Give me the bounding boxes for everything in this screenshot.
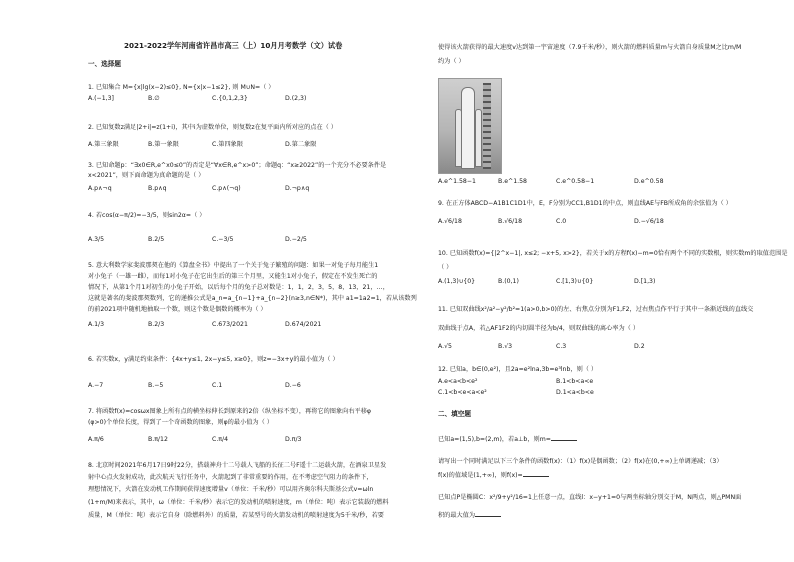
q11-option-a: A.√5 bbox=[438, 343, 452, 350]
q12-option-c: C.1<b<e<a<e² bbox=[438, 389, 487, 396]
q1-option-b: B.∅ bbox=[148, 95, 160, 102]
q8-continued-line2: 约为（ ） bbox=[438, 58, 465, 65]
q9-option-a: A.√6/18 bbox=[438, 218, 462, 225]
q7-stem-line2: (φ>0)个单位长度，得到了一个奇函数的图象，则φ的最小值为（ ） bbox=[88, 419, 273, 426]
q14-text: f(x)的值域是(1,+∞)，则f(x)= bbox=[438, 472, 523, 479]
q3-stem-line2: x<2021”，则下面命题为真命题的是（ ） bbox=[88, 172, 205, 179]
q5-option-c: C.673/2021 bbox=[212, 321, 248, 328]
q2-option-b: B.第一象限 bbox=[148, 141, 179, 148]
q9-option-c: C.0 bbox=[556, 218, 567, 225]
q6-option-c: C.1 bbox=[212, 382, 223, 389]
q3-option-b: B.p∧q bbox=[148, 185, 167, 192]
q9-option-d: D.−√6/18 bbox=[634, 218, 664, 225]
q15-text: 积的最大值为 bbox=[438, 512, 476, 519]
q1-option-d: D.(2,3) bbox=[285, 95, 307, 102]
q5-stem-line4: 这就是著名的斐波那契数列，它的递推公式是a_n=a_{n−1}+a_{n−2}(n≥3,n∈N*)，其中 a1=1a2=1，若从该数列 bbox=[88, 295, 417, 302]
q2-option-d: D.第二象限 bbox=[285, 141, 317, 148]
section-choice-heading: 一、选择题 bbox=[88, 60, 121, 68]
q12-option-b: B.1<b<a<e bbox=[556, 378, 594, 385]
q3-option-a: A.p∧¬q bbox=[88, 185, 112, 192]
q9-stem: 9. 在正方体ABCD−A1B1C1D1中，E，F分别为CC1,B1D1的中点，则直线AE与FB所成角的余弦值为（ ） bbox=[438, 200, 732, 207]
q1-option-a: A.(−1,3] bbox=[88, 95, 114, 102]
q5-stem-line2: 对小兔子（一雄一雌），而每1对小兔子在它出生后的第三个月里，又能生1对小兔子，假定在不发生死亡的 bbox=[88, 273, 378, 280]
q11-option-d: D.2 bbox=[634, 343, 645, 350]
q6-stem: 6. 若实数x，y满足约束条件：{4x+y≤1, 2x−y≤5, x≥0}，则z=−3x+y的最小值为（ ） bbox=[88, 356, 339, 363]
q6-option-b: B.−5 bbox=[148, 382, 164, 389]
q10-option-b: B.(0,1) bbox=[498, 278, 519, 285]
q11-stem-line1: 11. 已知双曲线x²/a²−y²/b²=1(a>0,b>0)的左、右焦点分别为F1,F2，过右焦点作平行于其中一条渐近线的直线交 bbox=[438, 306, 754, 313]
q2-stem: 2. 已知复数z满足|2+i|=z(1+i)，其中i为虚数单位，则复数z在复平面内所对应的点在（ ） bbox=[88, 124, 337, 131]
q8-stem-line4: (1+m/M)来表示，其中，ω（单位：千米/秒）表示它的发动机的喷射速度，m（单位：吨）表示它装载的燃料 bbox=[88, 499, 389, 506]
q8-stem-line3: 理想情况下，火箭在发动机工作期间获得速度增量v（单位：千米/秒）可以用齐奥尔科夫斯基公式v=ωln bbox=[88, 486, 374, 493]
q7-option-c: C.π/4 bbox=[212, 436, 229, 443]
q12-option-d: D.1<a<b<e bbox=[556, 389, 594, 396]
q8-option-d: D.e^0.58 bbox=[634, 178, 664, 185]
q10-option-d: D.[1,3) bbox=[634, 278, 656, 285]
q4-option-b: B.2/5 bbox=[148, 236, 165, 243]
q13-text: 已知a=(1,5),b=(2,m)，若a⊥b，则m= bbox=[438, 436, 551, 443]
q10-stem-line2: （ ） bbox=[438, 264, 453, 271]
q6-option-a: A.−7 bbox=[88, 382, 104, 389]
q8-option-c: C.e^0.58−1 bbox=[556, 178, 595, 185]
q14-stem-line2 bbox=[438, 470, 549, 480]
q8-continued-line1: 使得该火箭获得的最大速度v达到第一宇宙速度（7.9千米/秒），则火箭的燃料质量m与火箭自身质量M之比m/M bbox=[438, 44, 742, 51]
q8-option-b: B.e^1.58 bbox=[498, 178, 527, 185]
q2-option-a: A.第三象限 bbox=[88, 141, 119, 148]
q7-stem-line1: 7. 将函数f(x)=cosωx图象上所有点的横坐标伸长到原来的2倍（纵坐标不变），再将它的图象向右平移φ bbox=[88, 408, 372, 415]
q5-stem-line5: 的前2021项中随机地抽取一个数，则这个数是偶数的概率为（ ） bbox=[88, 306, 267, 313]
q4-option-c: C.−3/5 bbox=[212, 236, 234, 243]
q1-option-c: C.{0,1,2,3} bbox=[212, 95, 248, 102]
q5-option-d: D.674/2021 bbox=[285, 321, 322, 328]
section-fill-heading: 二、填空题 bbox=[438, 410, 471, 418]
q15-stem-line2 bbox=[438, 510, 501, 520]
q3-option-c: C.p∧(¬q) bbox=[212, 185, 241, 192]
rocket-photo-icon bbox=[438, 78, 502, 174]
q11-option-b: B.√3 bbox=[498, 343, 513, 350]
rocket-body-icon bbox=[461, 87, 475, 169]
q15-stem-line1: 已知点P是椭圆C：x²/9+y²/16=1上任意一点，直线l：x−y+1=0与两坐标轴分别交于M，N两点，则△PMN面 bbox=[438, 494, 742, 501]
q10-stem-line1: 10. 已知函数f(x)={|2^x−1|, x≤2; −x+5, x>2}，若关于x的方程f(x)−m=0恰有两个不同的实数根，则实数m的取值范围是 bbox=[438, 250, 788, 257]
q11-stem-line2: 双曲线于点A，若△AF1F2的内切圆半径为b/4，则双曲线的离心率为（ ） bbox=[438, 325, 640, 332]
rocket-booster-right-icon bbox=[475, 109, 482, 167]
q8-stem-line2: 射中心点火发射成功，此次航天飞行任务中，火箭起到了非常重要的作用，在不考虑空气阻力的条件下， bbox=[88, 474, 373, 481]
q5-stem-line1: 5. 意大利数学家斐波那契在他的《算盘全书》中提出了一个关于兔子繁殖的问题：如果一对兔子每月能生1 bbox=[88, 262, 379, 269]
q11-option-c: C.3 bbox=[556, 343, 567, 350]
q7-option-a: A.π/6 bbox=[88, 436, 104, 443]
q14-stem-line1: 请写出一个同时满足以下三个条件的函数f(x)：（1）f(x)是偶函数；（2）f(x)在(0,+∞)上单调递减；（3） bbox=[438, 458, 723, 465]
q6-option-d: D.−6 bbox=[285, 382, 301, 389]
q2-option-c: C.第四象限 bbox=[212, 141, 244, 148]
q7-option-b: B.π/12 bbox=[148, 436, 168, 443]
q1-stem: 1. 已知集合 M={x|lg(x−2)≤0}, N={x|x−1≤2}, 则 M∪N=（ ） bbox=[88, 84, 275, 91]
q10-option-a: A.(1,3)∪{0} bbox=[438, 278, 476, 285]
q8-stem-line1: 8. 北京时间2021年6月17日9时22分，搭载神舟十二号载人飞船的长征二号F遥十二运载火箭，在酒泉卫星发 bbox=[88, 462, 387, 469]
q13-answer-blank bbox=[551, 434, 577, 441]
q12-stem: 12. 已知a，b∈(0,e²)，且2a=e²lna,3b=e³lnb，则（ ） bbox=[438, 366, 598, 373]
q5-option-a: A.1/3 bbox=[88, 321, 105, 328]
q12-option-a: A.e<a<b<e² bbox=[438, 378, 478, 385]
q5-stem-line3: 情况下，从第1个月1对初生的小兔子开始，以后每个月的兔子总对数是：1，1，2，3，5，8，13，21，…， bbox=[88, 284, 389, 291]
q8-option-a: A.e^1.58−1 bbox=[438, 178, 476, 185]
q4-option-a: A.3/5 bbox=[88, 236, 105, 243]
q15-answer-blank bbox=[475, 510, 501, 517]
q13-stem bbox=[438, 434, 577, 444]
q4-option-d: D.−2/5 bbox=[285, 236, 307, 243]
q5-option-b: B.2/3 bbox=[148, 321, 165, 328]
exam-title: 2021-2022学年河南省许昌市高三（上）10月月考数学（文）试卷 bbox=[124, 41, 343, 50]
q4-stem: 4. 若cos(α−π/2)=−3/5，则sin2α=（ ） bbox=[88, 212, 206, 219]
launch-tower-icon bbox=[483, 83, 491, 169]
q3-stem-line1: 3. 已知命题p：“∃x0∈R,e^x0≤0”的否定是“∀x∈R,e^x>0”；命题q：“x≥2022”的一个充分不必要条件是 bbox=[88, 162, 387, 169]
q9-option-b: B.√6/18 bbox=[498, 218, 523, 225]
q8-stem-line5: 质量，M（单位：吨）表示它自身（除燃料外）的质量，若某型号的火箭发动机的喷射速度为5千米/秒，若要 bbox=[88, 512, 384, 519]
q3-option-d: D.¬p∧q bbox=[285, 185, 310, 192]
q14-answer-blank bbox=[523, 470, 549, 477]
q7-option-d: D.π/3 bbox=[285, 436, 302, 443]
q10-option-c: C.[1,3)∪{0} bbox=[556, 278, 594, 285]
